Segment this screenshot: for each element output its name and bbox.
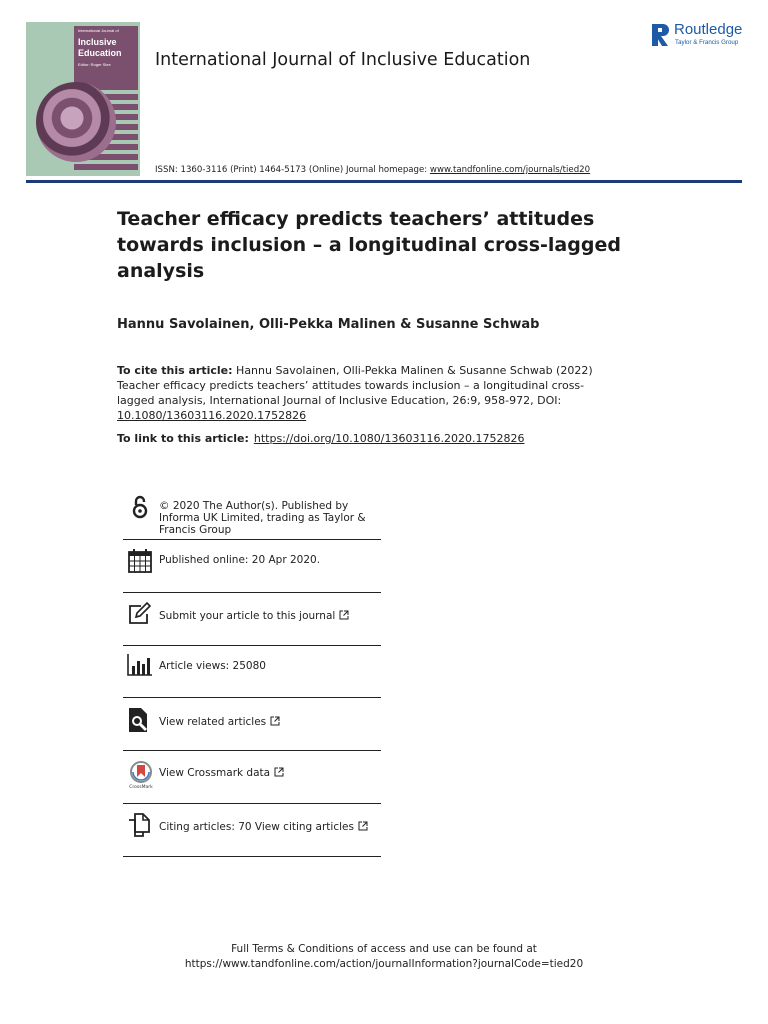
cover-title-line1: Inclusive (78, 37, 117, 47)
citing-articles-icon (127, 812, 153, 838)
article-authors: Hannu Savolainen, Olli-Pekka Malinen & Susanne Schwab (117, 317, 540, 332)
related-row[interactable] (123, 698, 381, 751)
external-link-icon (270, 716, 280, 726)
related-articles-icon (127, 707, 153, 733)
views-row (123, 646, 381, 698)
publisher-name: Routledge (674, 21, 743, 38)
bar-chart-icon (127, 652, 153, 678)
crossmark-icon (127, 761, 155, 789)
crossmark-logo-text: CrossMark (129, 785, 153, 789)
publisher-logo[interactable] (652, 21, 752, 51)
article-doi-link[interactable]: https://doi.org/10.1080/13603116.2020.1752826 (253, 432, 525, 445)
link-label: To link to this article: (117, 432, 249, 445)
citing-row[interactable] (123, 804, 381, 857)
cover-title-line2: Education (78, 48, 122, 58)
routledge-r-icon (652, 21, 670, 48)
footer-terms-link[interactable]: https://www.tandfonline.com/action/journalInformation?journalCode=tied20 (184, 958, 584, 970)
open-access-icon (127, 494, 153, 520)
journal-title: International Journal of Inclusive Education (155, 50, 531, 70)
crossmark-link[interactable] (159, 767, 284, 779)
submit-text: Submit your article to this journal (159, 610, 336, 622)
views-text: Article views: 25080 (159, 660, 266, 672)
open-access-row (123, 490, 381, 540)
external-link-icon (339, 610, 349, 620)
citing-text: Citing articles: 70 View citing articles (159, 821, 354, 833)
article-title: Teacher efficacy predicts teachers’ attitudes towards inclusion – a longitudinal cross-lagged analysis (117, 208, 621, 282)
cite-text: Hannu Savolainen, Olli-Pekka Malinen & Susanne Schwab (2022) Teacher efficacy predicts teachers’ attitudes towards inclusion – a longitudinal cross-lagged analysis, International Journal of Inclusive Education, 26:9, 958-972, DOI: (117, 364, 593, 407)
related-link[interactable] (159, 716, 280, 728)
issn-line (155, 165, 590, 175)
terms-footer (0, 942, 768, 972)
related-text: View related articles (159, 716, 267, 728)
cite-label: To cite this article: (117, 364, 233, 377)
cover-faces-graphic (36, 82, 116, 162)
open-access-text: © 2020 The Author(s). Published by Informa UK Limited, trading as Taylor & Francis Group (159, 500, 366, 536)
issn-text: ISSN: 1360-3116 (Print) 1464-5173 (Online) Journal homepage: (155, 165, 430, 175)
article-link-line (117, 432, 524, 445)
edit-pencil-icon (127, 601, 153, 627)
crossmark-row[interactable] (123, 751, 381, 804)
header-rule (26, 180, 742, 183)
crossmark-text: View Crossmark data (159, 767, 271, 779)
publisher-subname: Taylor & Francis Group (675, 39, 739, 46)
external-link-icon (274, 767, 284, 777)
published-row (123, 540, 381, 593)
cite-doi-link[interactable]: 10.1080/13603116.2020.1752826 (117, 409, 307, 422)
journal-cover-image (26, 22, 140, 176)
cover-small-text: International Journal of (78, 28, 119, 33)
external-link-icon (358, 821, 368, 831)
journal-homepage-link[interactable]: www.tandfonline.com/journals/tied20 (429, 165, 591, 175)
calendar-icon (127, 548, 153, 574)
citation-block (117, 363, 617, 423)
cover-editor: Editor: Roger Slee (78, 62, 111, 67)
footer-line1: Full Terms & Conditions of access and use can be found at (231, 943, 537, 955)
citing-link[interactable] (159, 821, 368, 833)
submit-row[interactable] (123, 593, 381, 646)
submit-link[interactable] (159, 610, 349, 622)
published-text: Published online: 20 Apr 2020. (159, 554, 321, 566)
article-info-list (123, 490, 381, 857)
